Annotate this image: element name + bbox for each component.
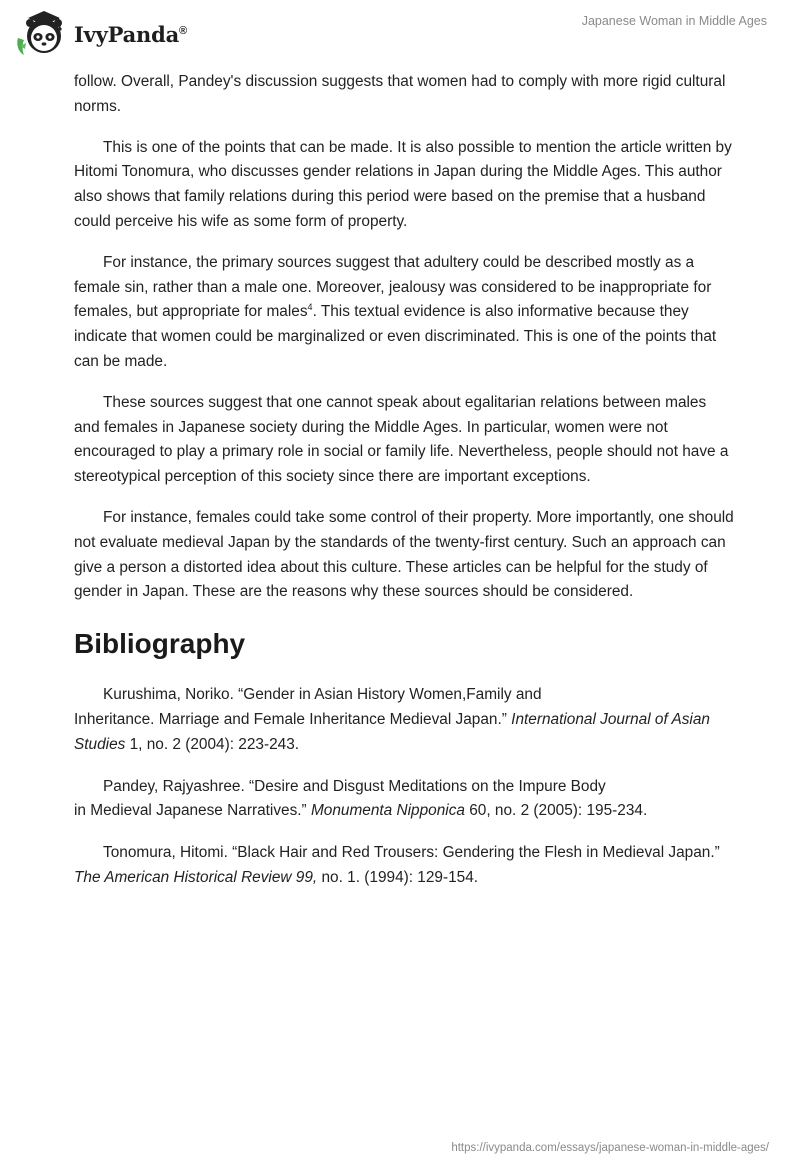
document-title: Japanese Woman in Middle Ages: [581, 14, 767, 28]
paragraph: For instance, the primary sources suggest that adultery could be described mostly as a female sin, rather than a male one. Moreover, jealousy was considered to be inappropriate for females, but appropriate for males$^4$. This textual evidence is also informative because they indicate that women could be marginalized or even discriminated. This is one of the points that can be made.: [74, 253, 717, 370]
footnote-reference[interactable]: 4: [307, 302, 313, 313]
paragraph: This is one of the points that can be made. It is also possible to mention the article written by Hitomi Tonomura, who discusses gender relations in Japan during the Middle Ages. This author also shows that family relations during this period were based on the premise that a husband could perceive his wife as some form of property.: [74, 138, 732, 230]
ivypanda-logo[interactable]: [14, 8, 187, 58]
essay-body: [74, 70, 734, 908]
brand-name: IvyPanda®: [74, 21, 187, 47]
panda-graduate-icon: [14, 8, 70, 58]
paragraph: For instance, females could take some control of their property. More importantly, one should not evaluate medieval Japan by the standards of the twenty-first century. Such an approach can give a person a distorted idea about this culture. These articles can be helpful for the study of gender in Japan. These are the reasons why these sources should be considered.: [74, 508, 734, 601]
paragraph: follow. Overall, Pandey's discussion suggests that women had to comply with more rigid cultural norms.: [74, 73, 726, 115]
bibliography-heading: Bibliography: [74, 628, 246, 660]
bibliography-entry: Tonomura, Hitomi. “Black Hair and Red Trousers: Gendering the Flesh in Medieval Japan.” The American Historical Review 99, no. 1. (1994): 129-154.: [74, 844, 720, 886]
page-header: [0, 0, 800, 64]
bibliography-entry: Pandey, Rajyashree. “Desire and Disgust Meditations on the Impure Body in Medieval Japanese Narratives.” Monumenta Nipponica 60, no. 2 (2005): 195-234.: [74, 777, 648, 820]
bibliography-entry: Kurushima, Noriko. “Gender in Asian History Women,Family and Inheritance. Marriage and Female Inheritance Medieval Japan.” International Journal of Asian Studies 1, no. 2 (2004): 223-243.: [74, 686, 710, 753]
source-url[interactable]: https://ivypanda.com/essays/japanese-woman-in-middle-ages/: [451, 1142, 769, 1154]
paragraph: These sources suggest that one cannot speak about egalitarian relations between males and females in Japanese society during the Middle Ages. In particular, women were not encouraged to play a primary role in social or family life. Nevertheless, people should not have a stereotypical perception of this society since there are important exceptions.: [74, 393, 729, 486]
